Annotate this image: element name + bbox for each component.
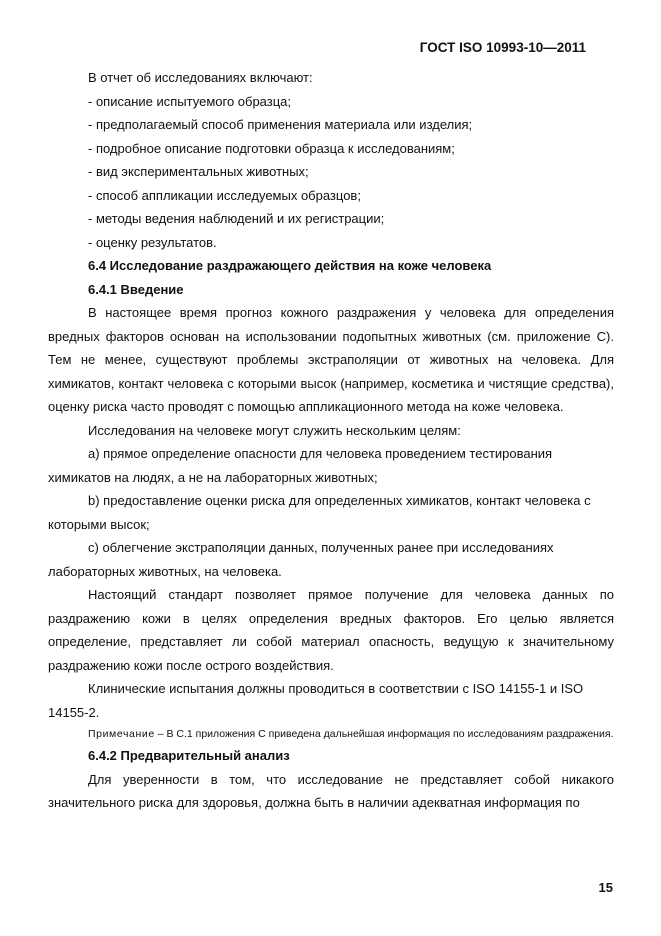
list-item: - методы ведения наблюдений и их регистрации; — [88, 211, 385, 226]
list-item-a: a) прямое определение опасности для человека проведением тестирования химикатов на людях, а не на лабораторных животных; — [48, 446, 553, 485]
document-body — [48, 66, 614, 815]
list-item-c: c) облегчение экстраполяции данных, полученных ранее при исследованиях лабораторных животных, на человека. — [48, 540, 554, 579]
paragraph: В настоящее время прогноз кожного раздражения у человека для определения вредных факторов основан на использовании подопытных животных (см. приложение С). Тем не менее, существуют проблемы экстраполяции от животных на человека. Для химикатов, контакт человека с которыми высок (например, косметика и чистящие средства), оценку риска часто проводят с помощью аппликационного метода на коже человека. — [48, 305, 614, 414]
section-heading-6-4: 6.4 Исследование раздражающего действия на коже человека — [88, 258, 492, 273]
report-intro: В отчет об исследованиях включают: — [88, 70, 313, 85]
list-item-b: b) предоставление оценки риска для определенных химикатов, контакт человека с которыми высок; — [48, 493, 591, 532]
list-item: - описание испытуемого образца; — [88, 93, 292, 109]
note-text: – В С.1 приложения С приведена дальнейшая информация по исследованиям раздражения. — [154, 728, 614, 740]
list-item: - вид экспериментальных животных; — [88, 164, 309, 179]
list-item: - предполагаемый способ применения материала или изделия; — [88, 117, 473, 132]
note — [48, 724, 614, 744]
list-item: - оценку результатов. — [88, 234, 217, 250]
note-label: Примечание — [88, 728, 155, 740]
list-item: - способ аппликации исследуемых образцов; — [88, 187, 361, 203]
paragraph: Клинические испытания должны проводиться в соответствии с ISO 14155-1 и ISO 14155-2. — [48, 681, 584, 720]
paragraph: Исследования на человеке могут служить нескольким целям: — [88, 422, 461, 438]
paragraph: Для уверенности в том, что исследование не представляет собой никакого значительного риска для здоровья, должна быть в наличии адекватная информация по — [48, 771, 614, 810]
section-heading-6-4-2: 6.4.2 Предварительный анализ — [88, 748, 290, 763]
paragraph: Настоящий стандарт позволяет прямое получение для человека данных по раздражению кожи в целях определения вредных факторов. Его целью является определение, представляет ли собой материал опасность, ведущую к значительному раздражению кожи после острого воздействия. — [48, 587, 614, 673]
page-number: 15 — [598, 880, 613, 895]
section-heading-6-4-1: 6.4.1 Введение — [88, 281, 184, 297]
document-header: ГОСТ ISO 10993-10—2011 — [419, 40, 586, 55]
list-item: - подробное описание подготовки образца к исследованиям; — [88, 140, 455, 156]
